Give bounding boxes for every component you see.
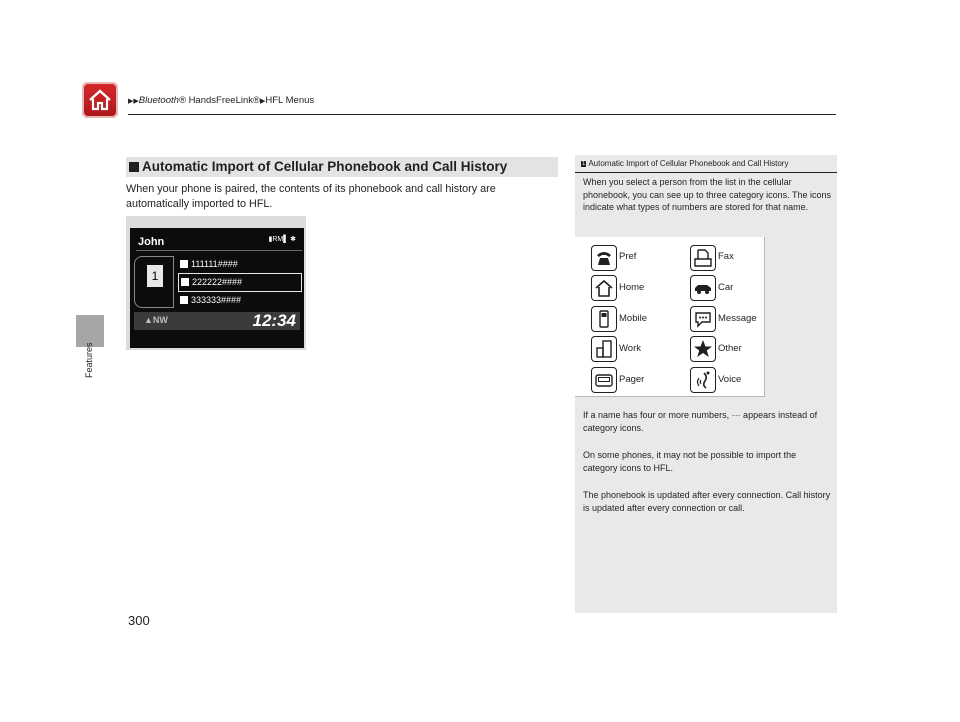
screen-status-bar xyxy=(134,312,300,330)
pref-icon xyxy=(180,260,188,268)
number-list xyxy=(180,256,302,309)
breadcrumb: ▶▶Bluetooth® HandsFreeLink®▶HFL Menus xyxy=(128,95,315,106)
contact-name: John xyxy=(138,236,165,248)
sidebar-title: 1 Automatic Import of Cellular Phonebook and Call History xyxy=(582,159,789,168)
header-divider xyxy=(128,114,836,115)
fax-icon xyxy=(690,245,716,271)
breadcrumb-handsfreelink: ® HandsFreeLink® xyxy=(178,95,260,106)
section-body: When your phone is paired, the contents of its phonebook and call history are automatically imported to HFL. xyxy=(126,183,496,210)
pager-icon xyxy=(591,367,617,393)
number-row: 333333#### xyxy=(180,292,302,309)
home-label: Home xyxy=(619,282,645,293)
compass-heading: ▲NW xyxy=(144,315,168,325)
sidebar-paragraph-1: When you select a person from the list in the cellular phonebook, you can see up to three category icons. The icons indicate what types of numbers are stored for that name. xyxy=(583,177,831,212)
car-icon xyxy=(690,275,716,301)
message-icon xyxy=(690,306,716,332)
fax-label: Fax xyxy=(718,251,734,262)
chapter-label: Features xyxy=(84,342,94,378)
pref-label: Pref xyxy=(619,251,637,262)
phonebook-icon: 1 xyxy=(134,256,174,308)
sidebar-note xyxy=(575,155,837,613)
home-icon xyxy=(87,87,113,113)
screen-divider xyxy=(136,250,302,251)
other-label: Other xyxy=(718,343,742,354)
pref-icon xyxy=(591,245,617,271)
display-screenshot xyxy=(126,216,306,350)
number-row: 111111#### xyxy=(180,256,302,273)
mobile-icon xyxy=(591,306,617,332)
car-label: Car xyxy=(718,282,734,293)
work-label: Work xyxy=(619,343,641,354)
mobile-label: Mobile xyxy=(619,313,647,324)
voice-label: Voice xyxy=(718,374,742,385)
number-row-selected: 222222#### xyxy=(178,273,302,292)
pager-label: Pager xyxy=(619,374,645,385)
page-number: 300 xyxy=(128,613,150,628)
message-label: Message xyxy=(718,313,757,324)
other-icon xyxy=(180,296,188,304)
home-icon xyxy=(591,275,617,301)
breadcrumb-bluetooth: Bluetooth xyxy=(138,95,179,106)
other-icon xyxy=(690,336,716,362)
voice-icon xyxy=(690,367,716,393)
sidebar-paragraph-3: On some phones, it may not be possible to import the category icons to HFL. xyxy=(583,450,797,473)
section-title: Automatic Import of Cellular Phonebook and Call History xyxy=(126,157,558,177)
section-bullet-icon xyxy=(129,162,139,172)
sidebar-paragraph-2: If a name has four or more numbers, ··· appears instead of category icons. xyxy=(583,410,818,433)
sidebar-paragraph-4: The phonebook is updated after every connection. Call history is updated after every connection or call. xyxy=(583,490,831,513)
clock: 12:34 xyxy=(252,311,296,330)
breadcrumb-hfl-menus: HFL Menus xyxy=(265,95,315,106)
mobile-icon xyxy=(181,278,189,286)
sidebar-divider xyxy=(575,172,837,173)
status-icons: ▮RM▌ ✱ xyxy=(268,236,296,243)
work-icon xyxy=(591,336,617,362)
category-icon-table xyxy=(575,237,765,397)
home-button[interactable] xyxy=(82,82,118,118)
